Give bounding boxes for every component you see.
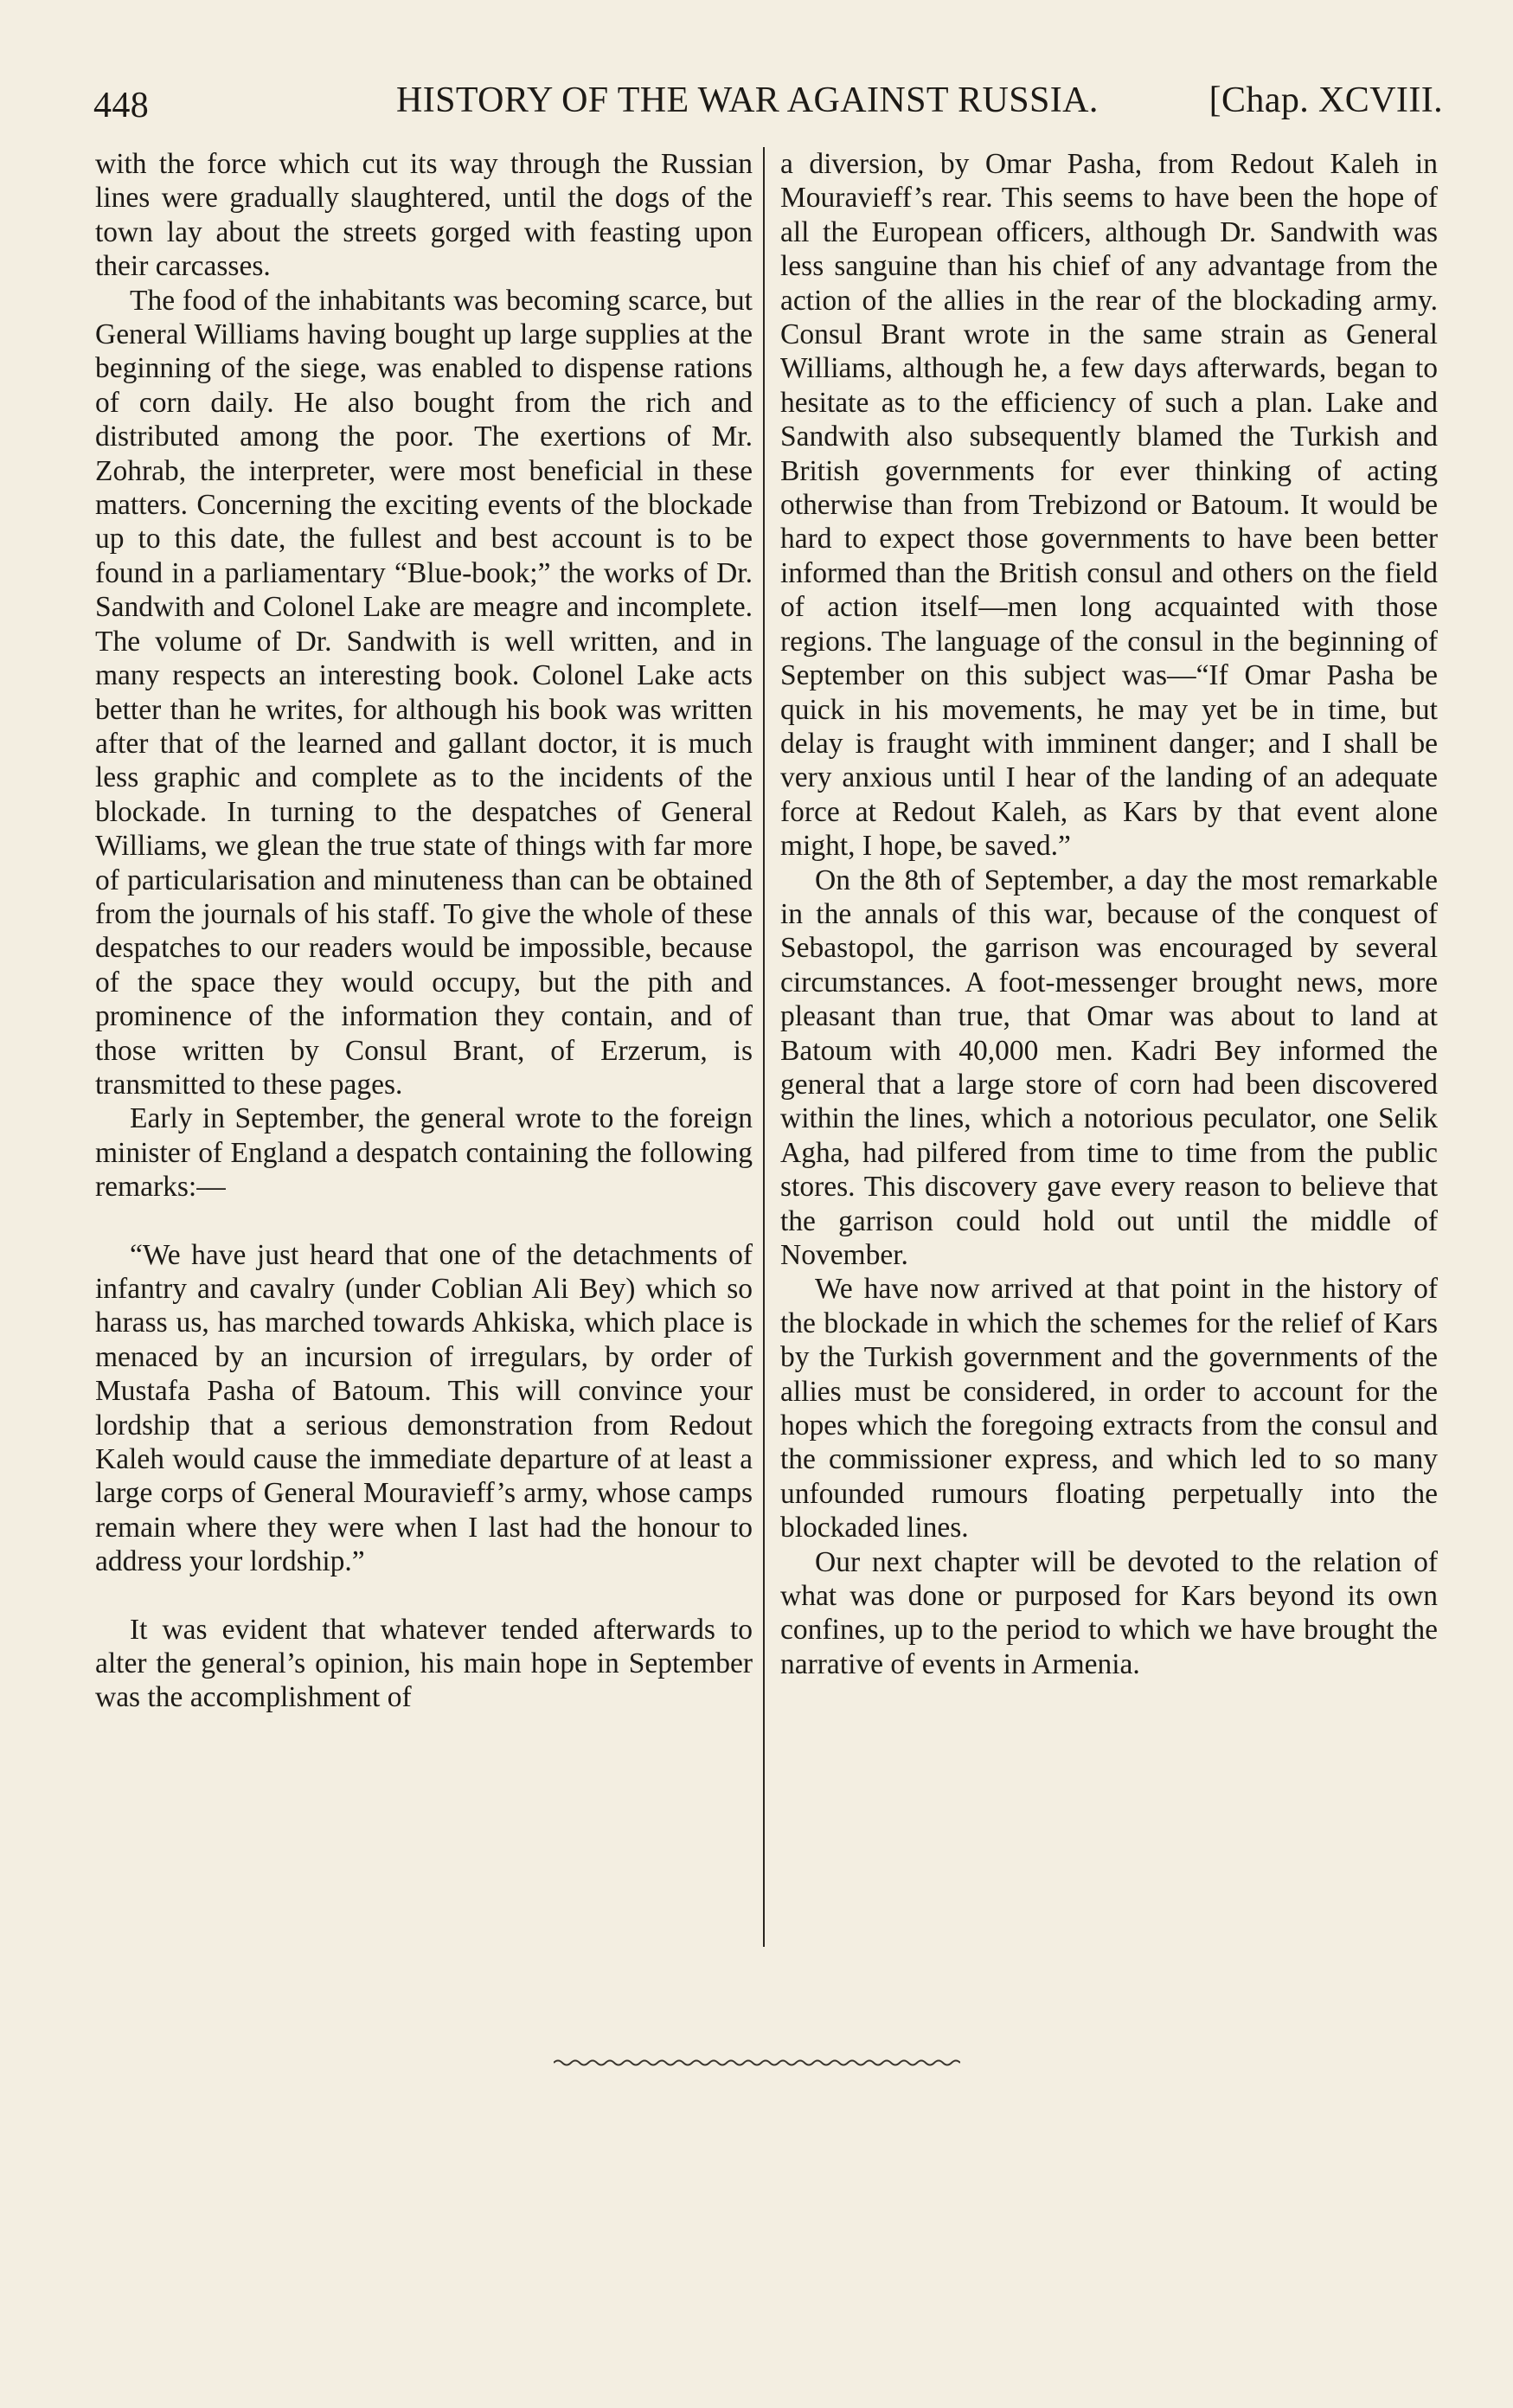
paragraph: with the force which cut its way through the Russian lines were gradually slaughtered, until the dogs of the town lay about the streets gorged with feasting upon their carcasses.	[95, 148, 753, 283]
page-number: 448	[93, 86, 150, 125]
paragraph: Early in September, the general wrote to the foreign minister of England a despatch containing the following remarks:—	[95, 1102, 753, 1204]
paragraph: a diversion, by Omar Pasha, from Redout Kaleh in Mouravieff’s rear. This seems to have been the hope of all the European officers, although Dr. Sandwith was less sanguine than his chief of any advantage from the action of the allies in the rear of the blockading army. Consul Brant wrote in the same strain as General Williams, although he, a few days afterwards, began to hesitate as to the efficiency of such a plan. Lake and Sandwith also subsequently blamed the Turkish and British governments for ever thinking of acting otherwise than from Trebizond or Batoum. It would be hard to expect those governments to have been better informed than the British consul and others on the field of action itself—men long acquainted with those regions. The language of the consul in the beginning of September on this subject was—“If Omar Pasha be quick in his movements, he may yet be in time, but delay is fraught with imminent danger; and I shall be very anxious until I hear of the landing of an adequate force at Redout Kaleh, as Kars by that event alone might, I hope, be saved.”	[780, 148, 1438, 863]
left-column	[95, 147, 753, 1715]
decorative-tailpiece	[554, 2057, 960, 2069]
page-header	[93, 80, 1443, 128]
paragraph: It was evident that whatever tended afterwards to alter the general’s opinion, his main hope in September was the accomplishment of	[95, 1613, 753, 1714]
paragraph: The food of the inhabitants was becoming scarce, but General Williams having bought up large supplies at the beginning of the siege, was enabled to dispense rations of corn daily. He also bought from the rich and distributed among the poor. The exertions of Mr. Zohrab, the interpreter, were most beneficial in these matters. Concerning the exciting events of the blockade up to this date, the fullest and best account is to be found in a parliamentary “Blue-book;” the works of Dr. Sandwith and Colonel Lake are meagre and incomplete. The volume of Dr. Sandwith is well written, and in many respects an interesting book. Colonel Lake acts better than he writes, for although his book was written after that of the learned and gallant doctor, it is much less graphic and complete as to the incidents of the blockade. In turning to the despatches of General Williams, we glean the true state of things with far more of particularisation and minuteness than can be obtained from the journals of his staff. To give the whole of these despatches to our readers would be impossible, because of the space they would occupy, but the pith and prominence of the information they contain, and of those written by Consul Brant, of Erzerum, is transmitted to these pages.	[95, 284, 753, 1101]
chapter-reference: [Chap. XCVIII.	[1208, 80, 1443, 120]
right-column	[780, 147, 1438, 1681]
paragraph: Our next chapter will be devoted to the relation of what was done or purposed for Kars beyond its own confines, up to the period to which we have brought the narrative of events in Armenia.	[780, 1545, 1438, 1680]
block-quote: “We have just heard that one of the detachments of infantry and cavalry (under Coblian Ali Bey) which so harass us, has marched towards Ahkiska, which place is menaced by an incursion of irregulars, by order of Mustafa Pasha of Batoum. This will convince your lordship that a serious demonstration from Redout Kaleh would cause the immediate departure of at least a large corps of General Mouravieff’s army, whose camps remain where they were when I last had the honour to address your lordship.”	[95, 1238, 753, 1578]
running-title: HISTORY OF THE WAR AGAINST RUSSIA.	[396, 80, 1099, 120]
column-divider	[763, 147, 765, 1947]
paragraph: We have now arrived at that point in the history of the blockade in which the schemes for the relief of Kars by the Turkish government and the governments of the allies must be considered, in order to account for the hopes which the foregoing extracts from the consul and the commissioner express, and which led to so many unfounded rumours floating perpetually into the blockaded lines.	[780, 1273, 1438, 1544]
paragraph: On the 8th of September, a day the most remarkable in the annals of this war, because of the conquest of Sebastopol, the garrison was encouraged by several circumstances. A foot-messenger brought news, more pleasant than true, that Omar was about to land at Batoum with 40,000 men. Kadri Bey informed the general that a large store of corn had been discovered within the lines, which a notorious peculator, one Selik Agha, had pilfered from time to time from the public stores. This discovery gave every reason to believe that the garrison could hold out until the middle of November.	[780, 864, 1438, 1271]
